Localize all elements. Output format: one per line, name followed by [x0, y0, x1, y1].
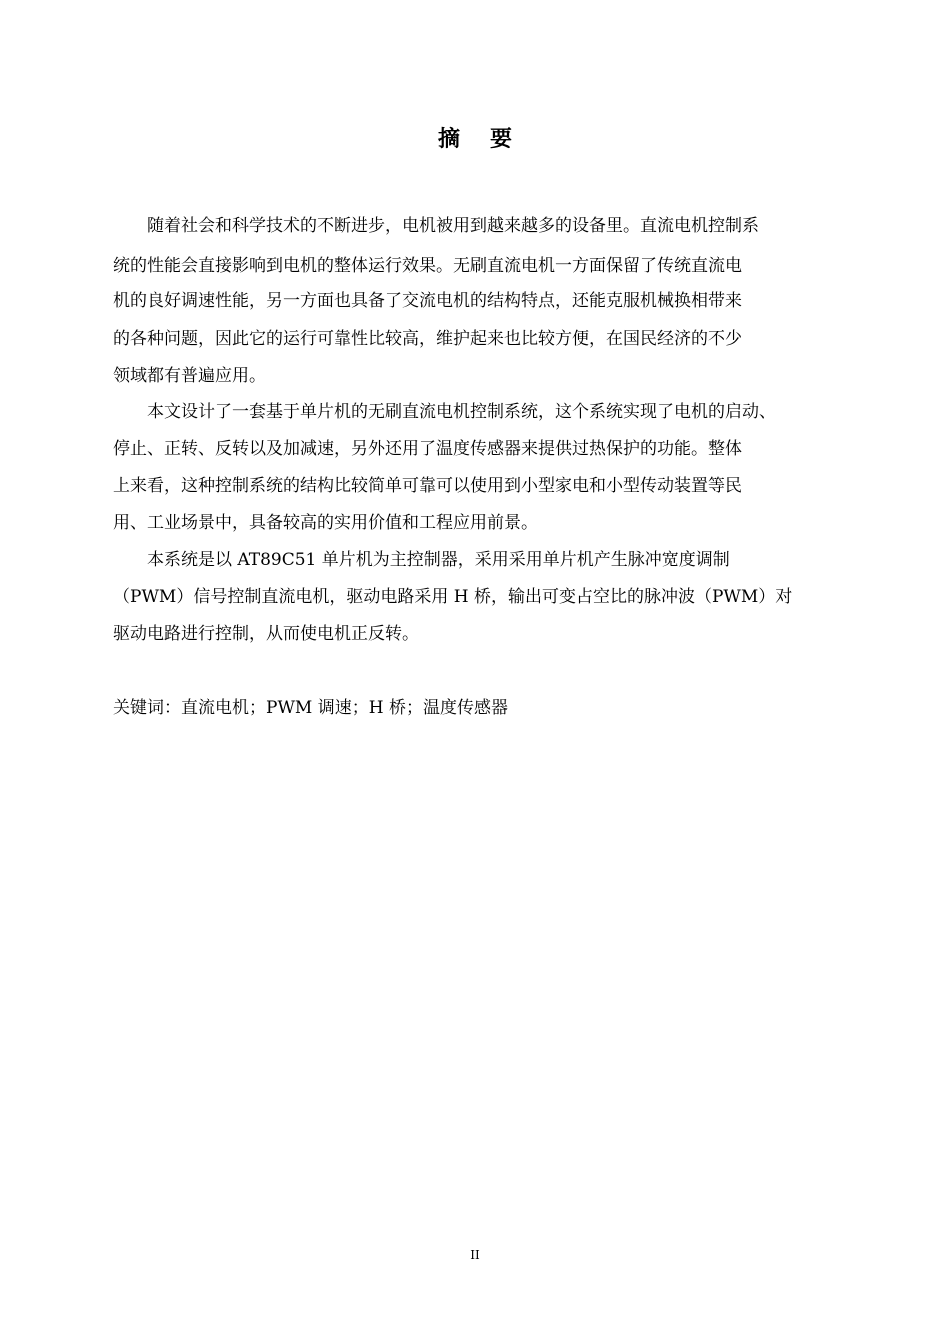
paragraph-3-line-3: 驱动电路进行控制，从而使电机正反转。 — [113, 624, 419, 644]
paragraph-1-line-3: 机的良好调速性能，另一方面也具备了交流电机的结构特点，还能克服机械换相带来 — [113, 291, 742, 311]
paragraph-2-line-4: 用、工业场景中，具备较高的实用价值和工程应用前景。 — [113, 513, 538, 533]
paragraph-2-line-3: 上来看，这种控制系统的结构比较简单可靠可以使用到小型家电和小型传动装置等民 — [113, 476, 742, 496]
paragraph-1-line-4: 的各种问题，因此它的运行可靠性比较高，维护起来也比较方便，在国民经济的不少 — [113, 329, 742, 349]
keywords: 关键词：直流电机；PWM 调速；H 桥；温度传感器 — [113, 698, 508, 718]
page-title: 摘要 — [437, 127, 542, 152]
paragraph-1-line-1: 随着社会和科学技术的不断进步，电机被用到越来越多的设备里。直流电机控制系 — [147, 216, 759, 236]
paragraph-3-line-1: 本系统是以 AT89C51 单片机为主控制器，采用采用单片机产生脉冲宽度调制 — [147, 550, 730, 570]
paragraph-2-line-1: 本文设计了一套基于单片机的无刷直流电机控制系统，这个系统实现了电机的启动、 — [147, 402, 776, 422]
paragraph-2-line-2: 停止、正转、反转以及加减速，另外还用了温度传感器来提供过热保护的功能。整体 — [113, 439, 742, 459]
paragraph-1-line-2: 统的性能会直接影响到电机的整体运行效果。无刷直流电机一方面保留了传统直流电 — [113, 256, 742, 276]
paragraph-3-line-2: （PWM）信号控制直流电机，驱动电路采用 H 桥，输出可变占空比的脉冲波（PWM）对 — [113, 587, 793, 607]
paragraph-1-line-5: 领域都有普遍应用。 — [113, 366, 266, 386]
page-number: II — [470, 1248, 480, 1262]
